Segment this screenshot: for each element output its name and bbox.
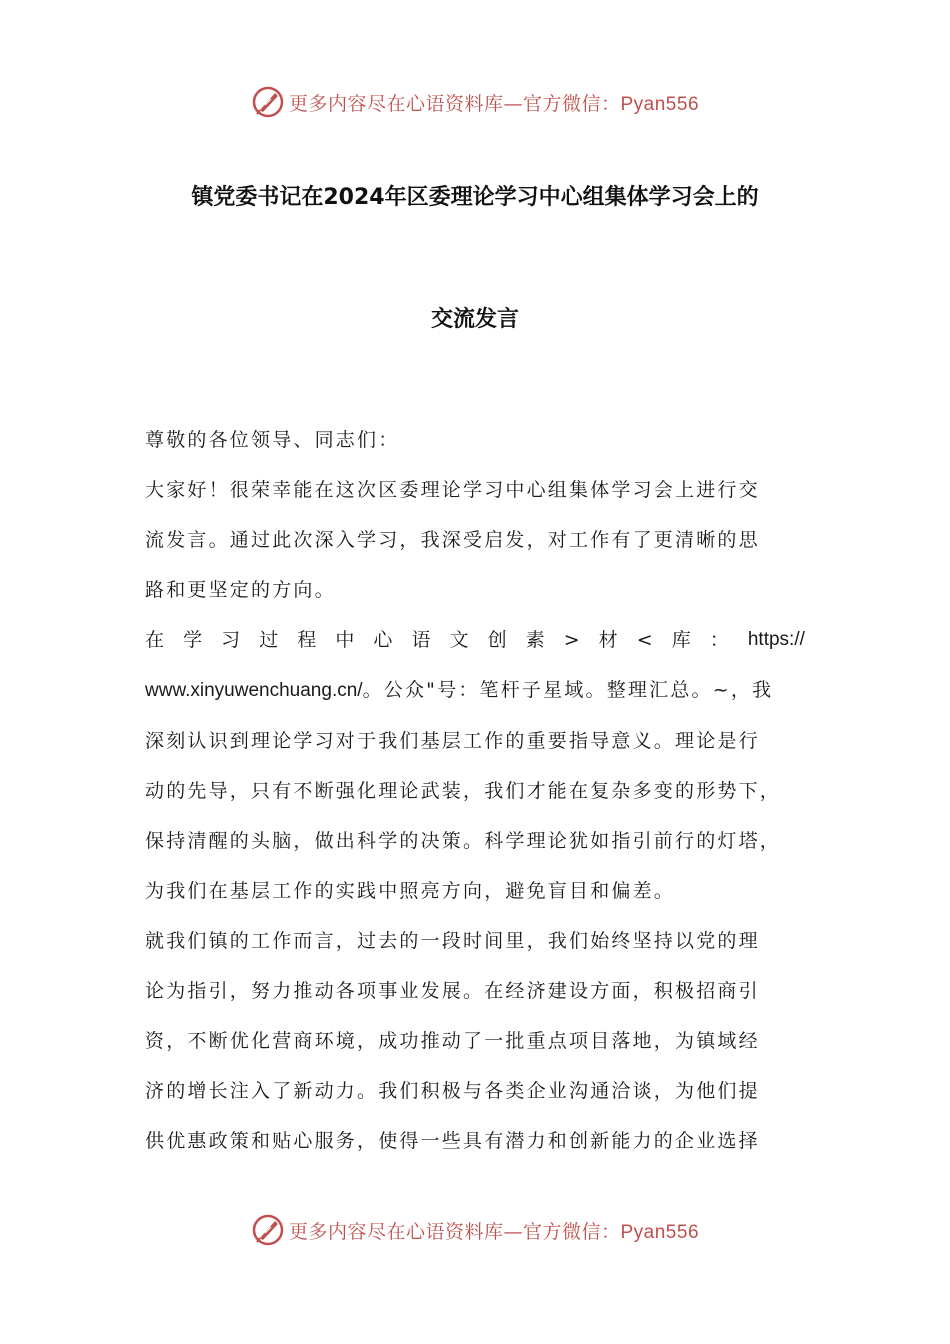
p2-char: 在 <box>145 629 167 651</box>
p2-char: 库 <box>671 629 693 651</box>
p2-char: > <box>563 629 582 651</box>
p2-char: 文 <box>449 629 471 651</box>
paragraph-3-line-5: 供优惠政策和贴心服务，使得一些具有潜力和创新能力的企业选择 <box>145 1130 760 1152</box>
p2-char: 素 <box>525 629 547 651</box>
footer-wechat-id: Pyan556 <box>620 1221 700 1243</box>
header-wechat-id: Pyan556 <box>620 93 700 115</box>
footer-banner <box>0 1210 950 1250</box>
header-banner-text <box>289 89 699 116</box>
paragraph-3-line-1: 就我们镇的工作而言，过去的一段时间里，我们始终坚持以党的理 <box>145 930 760 952</box>
quill-logo-icon <box>251 1213 285 1247</box>
p2-char: 习 <box>221 629 243 651</box>
p2-char: 材 <box>598 629 620 651</box>
p2-char: 中 <box>335 629 357 651</box>
paragraph-3-line-4: 济的增长注入了新动力。我们积极与各类企业沟通洽谈，为他们提 <box>145 1080 760 1102</box>
p2-char: 学 <box>183 629 205 651</box>
footer-banner-main: 更多内容尽在心语资料库 <box>288 1220 504 1243</box>
p2-url-start[interactable]: https:// <box>747 629 805 650</box>
header-banner-main: 更多内容尽在心语资料库 <box>288 92 504 115</box>
website-link[interactable]: www.xinyuwenchuang.cn/ <box>145 680 363 701</box>
paragraph-1-line-3: 路和更坚定的方向。 <box>145 579 336 601</box>
p2-char: ： <box>709 629 731 651</box>
footer-banner-dash: — <box>503 1220 523 1243</box>
p2-char: 创 <box>487 629 509 651</box>
header-banner <box>0 82 950 122</box>
paragraph-1-line-2: 流发言。通过此次深入学习，我深受启发，对工作有了更清晰的思 <box>145 529 760 551</box>
document-title-line-2: 交流发言 <box>430 307 519 332</box>
paragraph-3-line-2: 论为指引，努力推动各项事业发展。在经济建设方面，积极招商引 <box>145 980 760 1002</box>
paragraph-2-line-5: 保持清醒的头脑，做出科学的决策。科学理论犹如指引前行的灯塔， <box>145 830 782 852</box>
p2-char: 心 <box>373 629 395 651</box>
header-wechat-label: 官方微信： <box>522 92 621 115</box>
paragraph-2-line-1 <box>145 615 805 665</box>
paragraph-3-line-3: 资，不断优化营商环境，成功推动了一批重点项目落地，为镇域经 <box>145 1030 760 1052</box>
p2-char: 程 <box>297 629 319 651</box>
salutation: 尊敬的各位领导、同志们： <box>145 429 400 451</box>
footer-banner-text <box>289 1217 699 1244</box>
p2-char: < <box>636 629 655 651</box>
paragraph-2-line-3: 深刻认识到理论学习对于我们基层工作的重要指导意义。理论是行 <box>145 730 760 752</box>
document-title-line-1: 镇党委书记在2024年区委理论学习中心组集体学习会上的 <box>191 185 759 210</box>
paragraph-2-line-2 <box>145 665 805 716</box>
header-banner-dash: — <box>503 92 523 115</box>
p2-char: 过 <box>259 629 281 651</box>
quill-logo-icon <box>251 85 285 119</box>
document-body <box>145 415 805 1166</box>
p2-char: 语 <box>411 629 433 651</box>
paragraph-2-line-2-rest: 。公众"号：笔杆子星域。整理汇总。~，我 <box>362 679 774 701</box>
footer-wechat-label: 官方微信： <box>522 1220 621 1243</box>
paragraph-1-line-1: 大家好！很荣幸能在这次区委理论学习中心组集体学习会上进行交 <box>145 479 760 501</box>
paragraph-2-line-6: 为我们在基层工作的实践中照亮方向，避免盲目和偏差。 <box>145 880 676 902</box>
paragraph-2-line-4: 动的先导，只有不断强化理论武装，我们才能在复杂多变的形势下， <box>145 780 782 802</box>
